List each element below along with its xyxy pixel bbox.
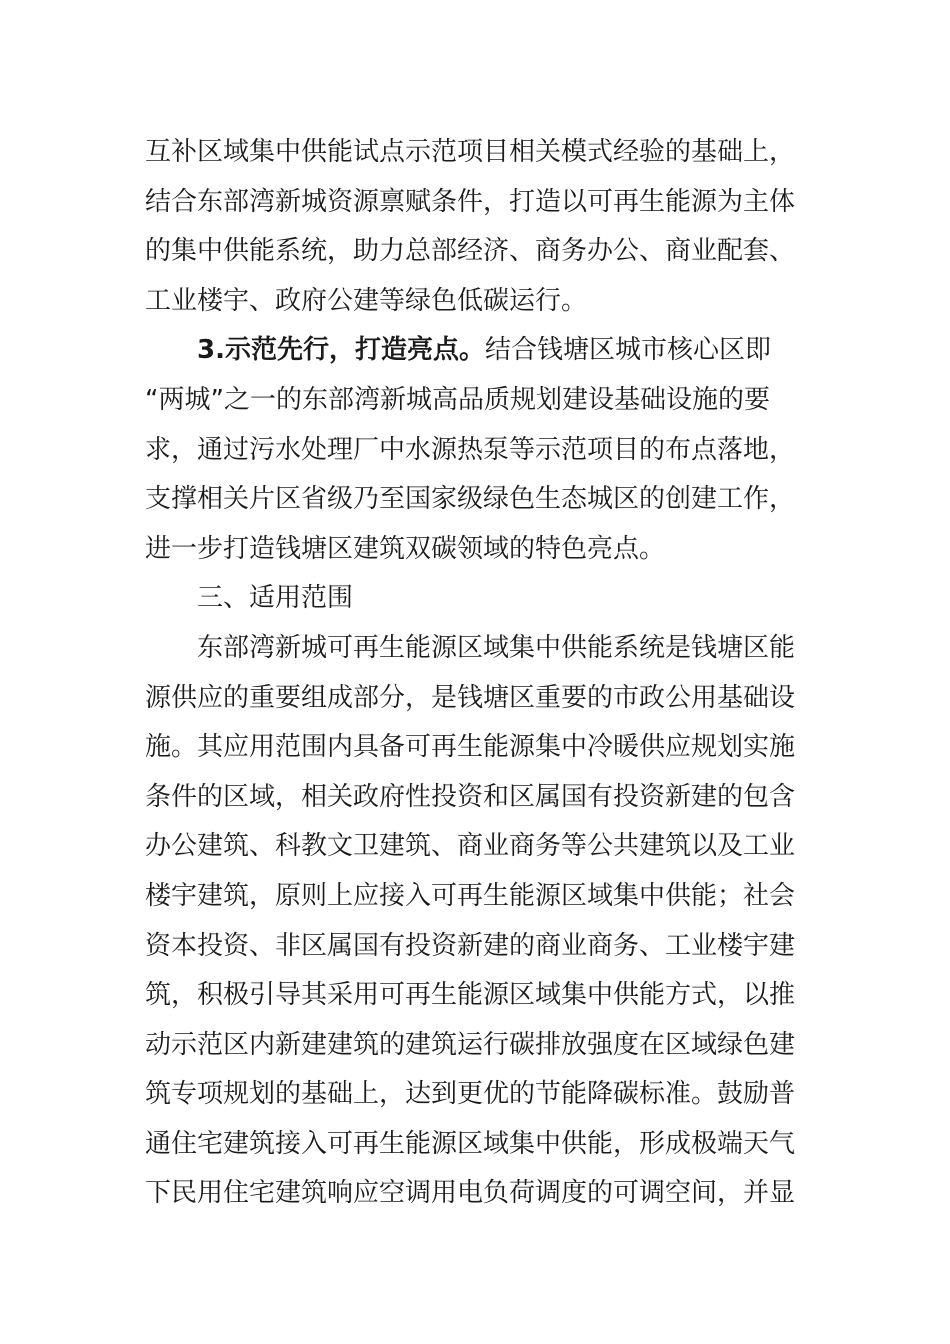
paragraph-3-line-11: 通住宅建筑接入可再生能源区域集中供能，形成极端天气 xyxy=(145,1128,796,1159)
paragraph-3-line-12: 下民用住宅建筑响应空调用电负荷调度的可调空间，并显 xyxy=(145,1178,796,1209)
paragraph-2-line-3: 求，通过污水处理厂中水源热泵等示范项目的布点落地， xyxy=(145,434,796,465)
paragraph-1-line-4: 工业楼宇、政府公建等绿色低碳运行。 xyxy=(145,285,588,316)
paragraph-1-line-1: 互补区域集中供能试点示范项目相关模式经验的基础上， xyxy=(145,137,796,167)
paragraph-2-first-line-text: 结合钱塘区城市核心区即 xyxy=(484,335,771,366)
paragraph-2-line-5: 进一步打造钱塘区建筑双碳领域的特色亮点。 xyxy=(145,533,666,564)
paragraph-3-line-7: 资本投资、非区属国有投资新建的商业商务、工业楼宇建 xyxy=(145,930,796,961)
document-body xyxy=(145,128,810,1219)
paragraph-3-line-6: 楼宇建筑，原则上应接入可再生能源区域集中供能；社会 xyxy=(145,880,796,911)
section-heading: 三、适用范围 xyxy=(197,583,354,614)
paragraph-3-line-3: 施。其应用范围内具备可再生能源集中冷暖供应规划实施 xyxy=(145,732,796,763)
paragraph-3-line-4: 条件的区域，相关政府性投资和区属国有投资新建的包含 xyxy=(145,781,796,812)
paragraph-3-line-8: 筑，积极引导其采用可再生能源区域集中供能方式，以推 xyxy=(145,980,796,1011)
paragraph-1-line-3: 的集中供能系统，助力总部经济、商务办公、商业配套、 xyxy=(145,236,796,267)
paragraph-3-line-2: 源供应的重要组成部分，是钱塘区重要的市政公用基础设 xyxy=(145,682,796,713)
paragraph-3-line-5: 办公建筑、科教文卫建筑、商业商务等公共建筑以及工业 xyxy=(145,831,796,862)
paragraph-2-heading: 3.示范先行，打造亮点。 xyxy=(197,335,485,366)
paragraph-3-line-9: 动示范区内新建建筑的建筑运行碳排放强度在区域绿色建 xyxy=(145,1029,796,1060)
paragraph-1-line-2: 结合东部湾新城资源禀赋条件，打造以可再生能源为主体 xyxy=(145,186,796,217)
paragraph-2-line-4: 支撑相关片区省级乃至国家级绿色生态城区的创建工作， xyxy=(145,484,796,515)
paragraph-3-line-10: 筑专项规划的基础上，达到更优的节能降碳标准。鼓励普 xyxy=(145,1079,796,1110)
paragraph-2-line-1 xyxy=(145,326,810,376)
paragraph-2-line-2: “两城”之一的东部湾新城高品质规划建设基础设施的要 xyxy=(145,384,770,415)
paragraph-3-line-1: 东部湾新城可再生能源区域集中供能系统是钱塘区能 xyxy=(197,632,796,663)
